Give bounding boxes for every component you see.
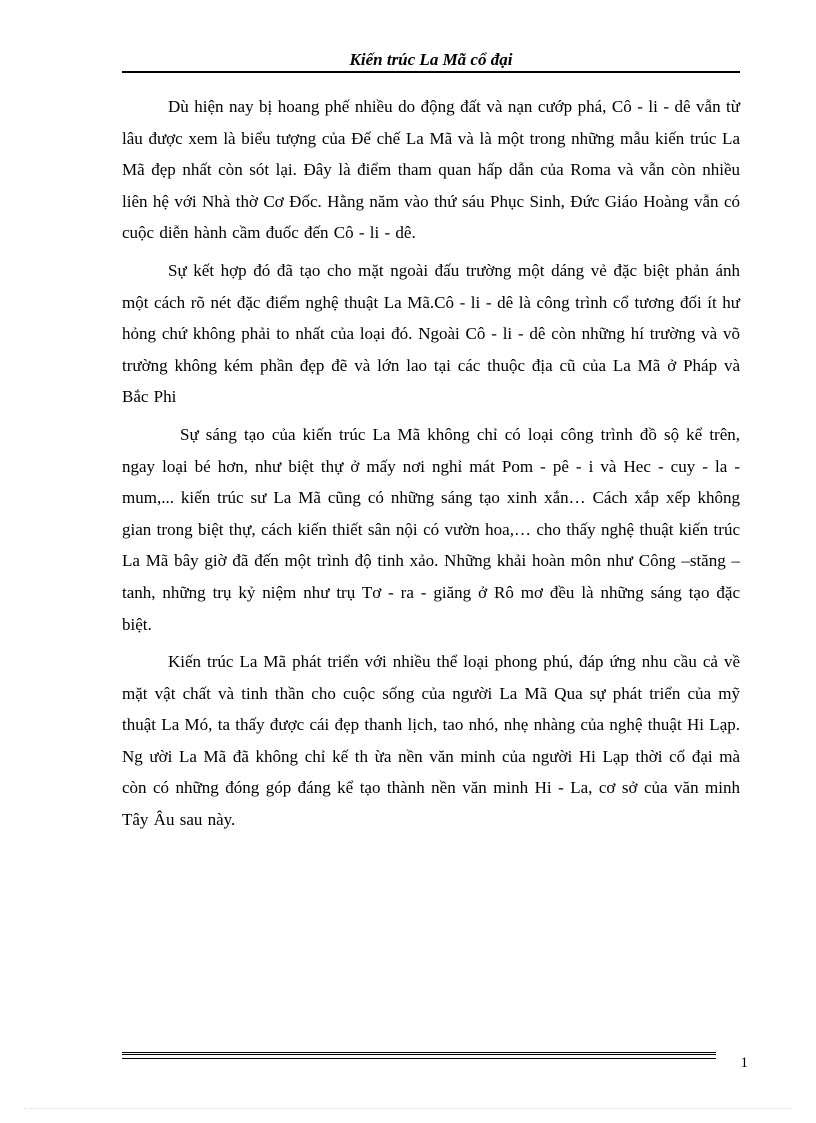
paragraph-1: Dù hiện nay bị hoang phế nhiều do động đất và nạn cướp phá, Cô - li - dê vẫn từ lâu được xem là biểu tượng của Đế chế La Mã và là một trong những mẫu kiến trúc La Mã đẹp nhất còn sót lại. Đây là điểm tham quan hấp dẫn của Roma và vẫn còn nhiều liên hệ với Nhà thờ Cơ Đốc. Hằng năm vào thứ sáu Phục Sinh, Đức Giáo Hoàng vẫn có cuộc diễn hành cầm đuốc đến Cô - li - dê. bbox=[122, 97, 740, 243]
page-number: 1 bbox=[740, 1055, 748, 1071]
footer-rule bbox=[122, 1052, 716, 1059]
paragraph-4: Kiến trúc La Mã phát triển với nhiều thể loại phong phú, đáp ứng nhu cầu cả về mặt vật chất và tinh thần cho cuộc sống của người La Mã Qua sự phát triển của mỹ thuật La Mó, ta thấy được cái đẹp thanh lịch, tao nhó, nhẹ nhàng của nghệ thuật Hi Lạp. Ng ười La Mã đã không chỉ kế th ừa nền văn minh của người Hi Lạp thời cổ đại mà còn có những đóng góp đáng kể tạo thành nền văn minh Hi - La, cơ sở của văn minh Tây Âu sau này. bbox=[122, 652, 740, 830]
header-rule bbox=[122, 71, 740, 73]
page-edge-divider bbox=[24, 1108, 792, 1109]
page-header-title: Kiến trúc La Mã cổ đại bbox=[349, 50, 513, 69]
paragraph-2: Sự kết hợp đó đã tạo cho mặt ngoài đấu trường một dáng vẻ đặc biệt phản ánh một cách rõ nét đặc điểm nghệ thuật La Mã.Cô - li - dê là công trình cổ tương đối ít hư hỏng chứ không phải to nhất của loại đó. Ngoài Cô - li - dê còn những hí trường và võ trường không kém phần đẹp đẽ và lớn lao tại các thuộc địa cũ của La Mã ở Pháp và Bắc Phi bbox=[122, 260, 740, 407]
paragraph-3: Sự sáng tạo của kiến trúc La Mã không chỉ có loại công trình đồ sộ kể trên, ngay loại bé hơn, như biệt thự ở mấy nơi nghỉ mát Pom - pê - i và Hec - cuy - la -mum,... kiến trúc sư La Mã cũng có những sáng tạo xinh xắn… Cách xắp xếp không gian trong biệt thự, cách kiến thiết sân nội có vườn hoa,… cho thấy nghệ thuật kiến trúc La Mã bây giờ đã đến một trình độ tinh xảo. Những khải hoàn môn như Công –stăng –tanh, những trụ kỷ niệm như trụ Tơ - ra - giăng ở Rô mơ đều là những sáng tạo đặc biệt. bbox=[122, 424, 740, 634]
body-text bbox=[122, 91, 740, 842]
